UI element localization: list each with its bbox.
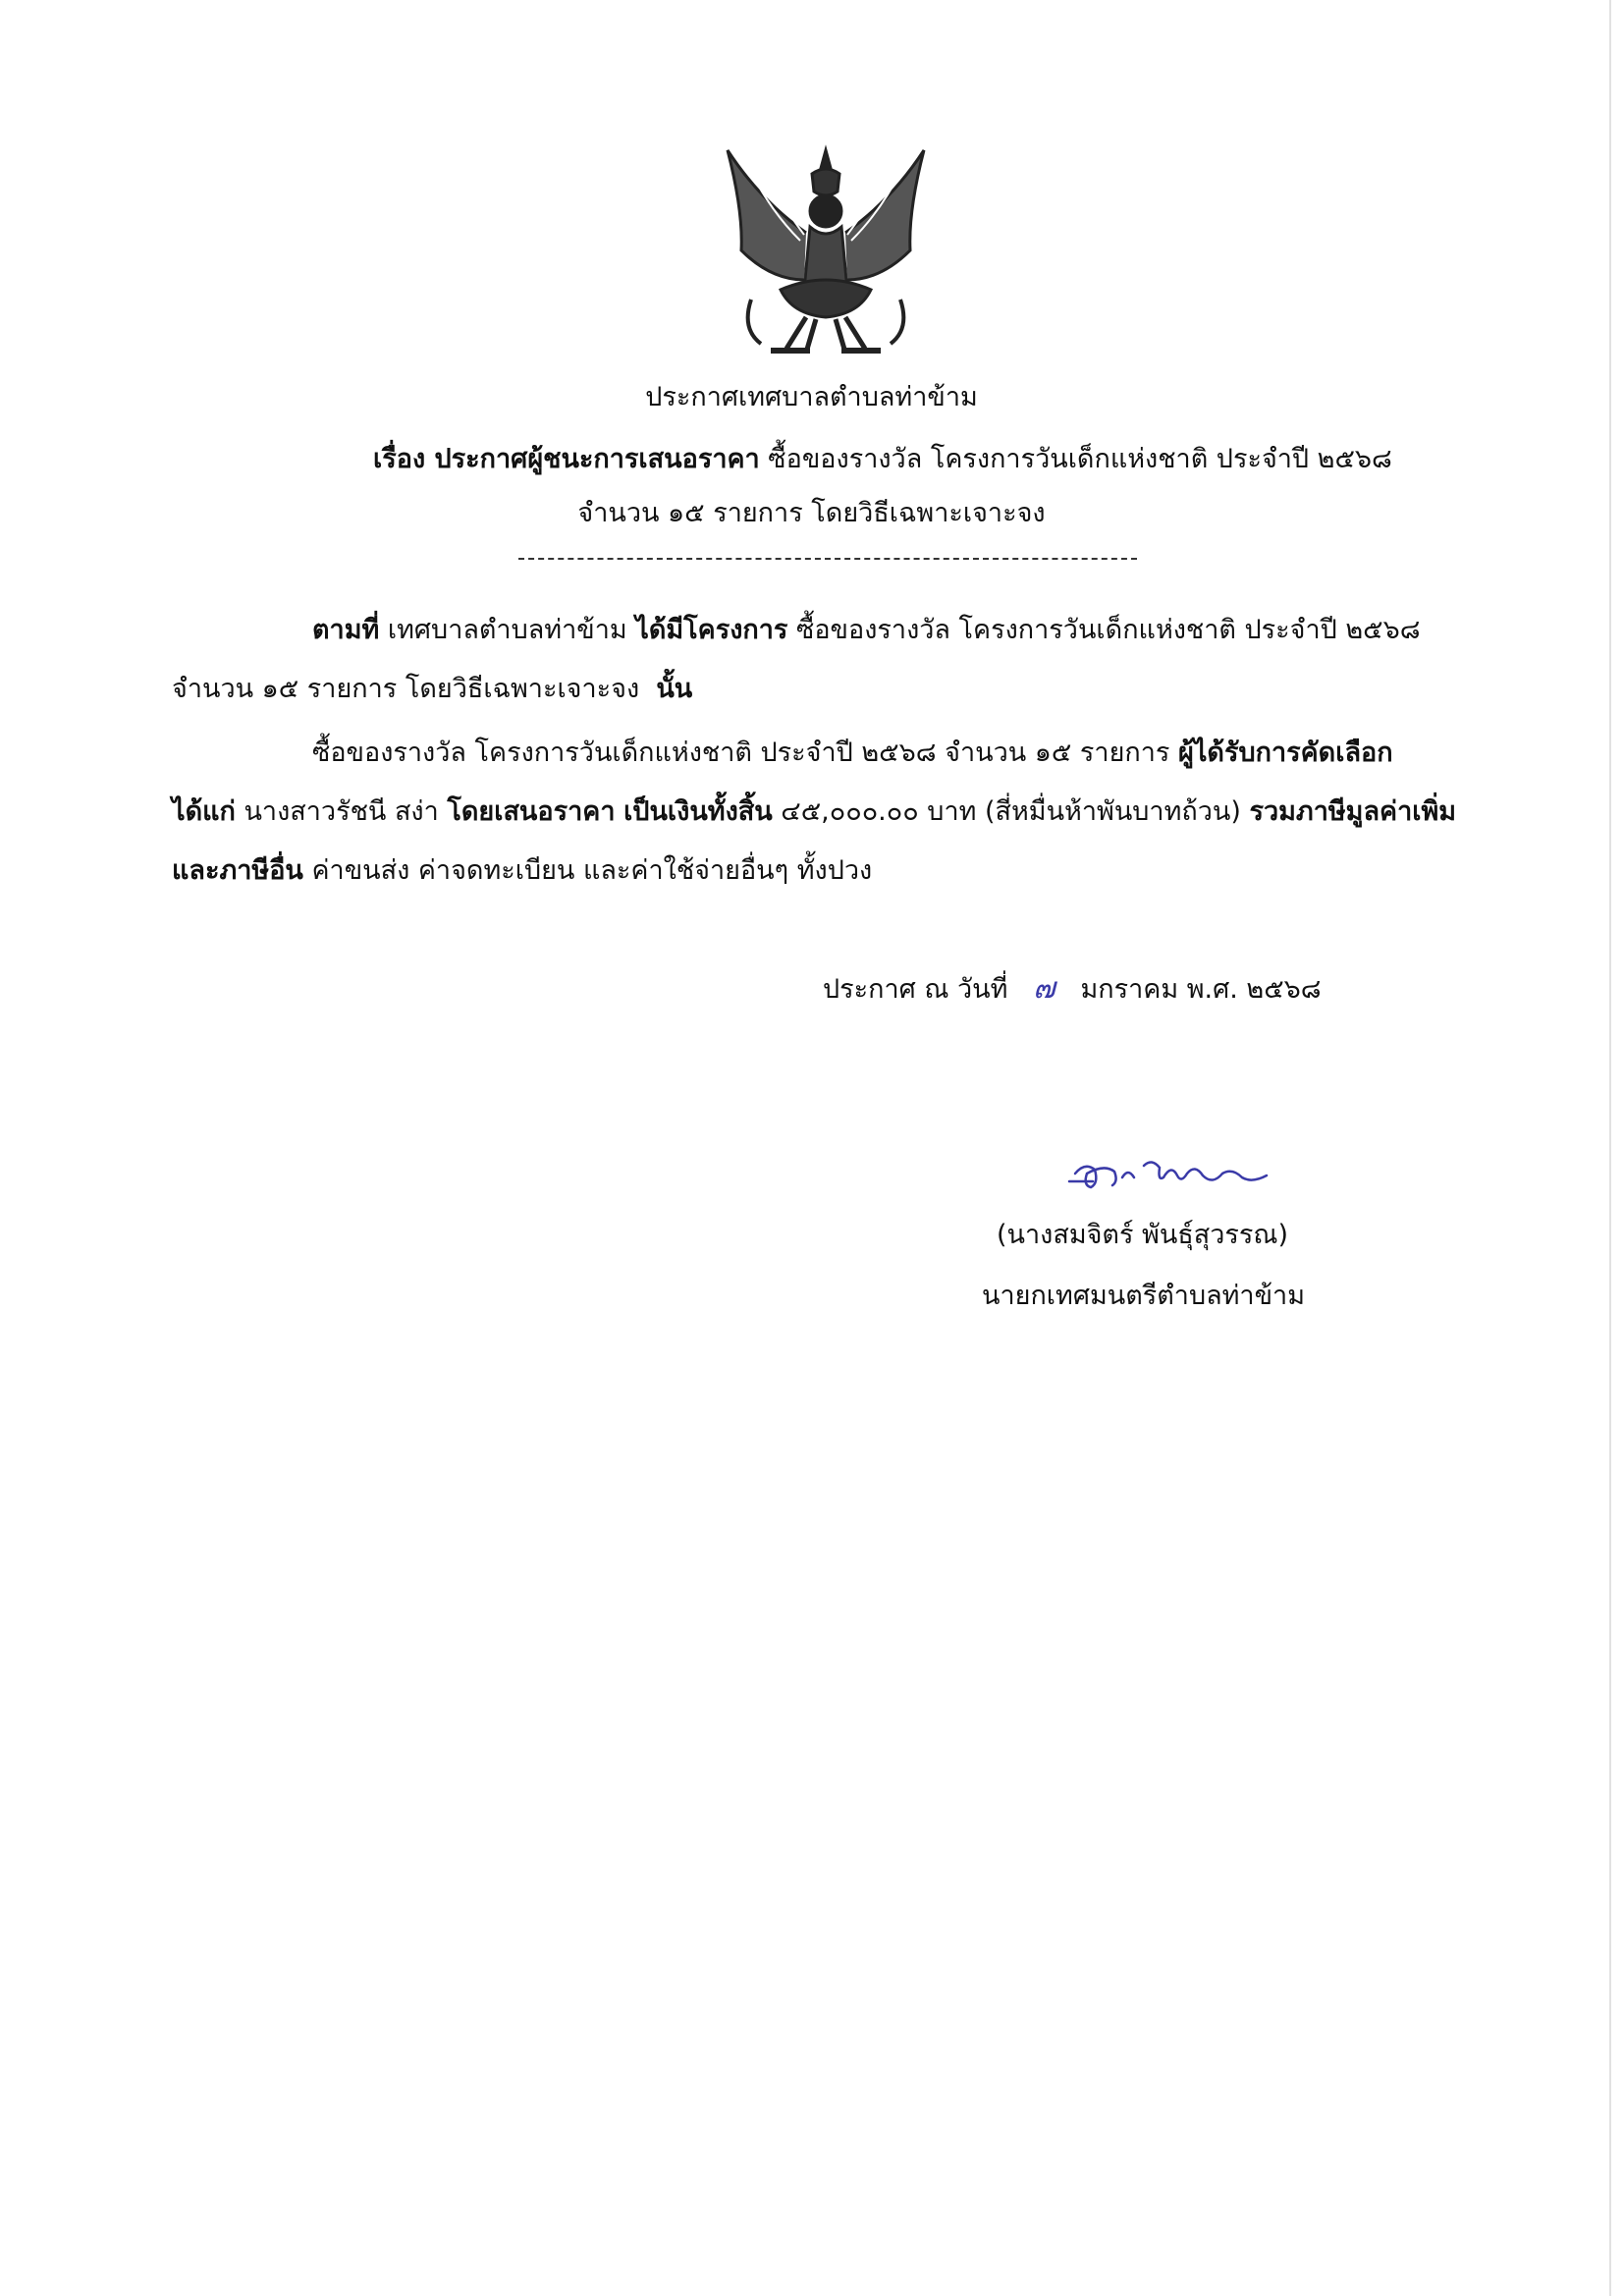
page-edge-line	[1609, 0, 1611, 2296]
org-title: ประกาศเทศบาลตำบลท่าข้าม	[645, 382, 978, 412]
separator-line	[518, 558, 1137, 560]
p1-line2: จำนวน ๑๕ รายการ โดยวิธีเฉพาะเจาะจง	[172, 674, 640, 704]
subject-line-2: จำนวน ๑๕ รายการ โดยวิธีเฉพาะเจาะจง	[577, 498, 1046, 528]
paragraph-2-line-3	[172, 851, 872, 891]
subject-label: เรื่อง ประกาศผู้ชนะการเสนอราคา	[373, 444, 760, 474]
p2-tax: รวมภาษีมูลค่าเพิ่ม	[1249, 796, 1457, 827]
subject-text: ซื้อของรางวัล โครงการวันเด็กแห่งชาติ ประจำปี ๒๕๖๘	[768, 444, 1392, 474]
signatory-name: (นางสมจิตร์ พันธุ์สุวรรณ)	[997, 1220, 1289, 1250]
p2-total-label: เป็นเงินทั้งสิ้น	[623, 796, 773, 827]
paragraph-1-line-1	[312, 611, 1421, 650]
date-day: ๗	[1033, 971, 1055, 1006]
p1-project: ซื้อของรางวัล โครงการวันเด็กแห่งชาติ ประจำปี ๒๕๖๘	[796, 615, 1421, 645]
signatory-position: นายกเทศมนตรีตำบลท่าข้าม	[982, 1281, 1305, 1311]
date-label: ประกาศ ณ วันที่	[823, 974, 1008, 1005]
p1-project-label: ได้มีโครงการ	[635, 615, 788, 645]
paragraph-1-line-2	[172, 670, 692, 709]
p2-item: ซื้อของรางวัล โครงการวันเด็กแห่งชาติ ประจำปี ๒๕๖๘ จำนวน ๑๕ รายการ	[312, 738, 1170, 768]
p1-end: นั้น	[656, 674, 693, 704]
p1-org: เทศบาลตำบลท่าข้าม	[387, 615, 627, 645]
p2-winner-label: ได้แก่	[172, 796, 236, 827]
p2-winner: นางสาวรัชนี สง่า	[243, 796, 439, 827]
paragraph-2-line-2	[172, 793, 1456, 832]
paragraph-2-line-1	[312, 734, 1393, 773]
announcement-date	[823, 969, 1322, 1010]
subject-line	[373, 440, 1392, 479]
p2-amount: ๔๕,๐๐๐.๐๐ บาท (สี่หมื่นห้าพันบาทถ้วน)	[781, 796, 1241, 827]
p2-line3-rest: ค่าขนส่ง ค่าจดทะเบียน และค่าใช้จ่ายอื่นๆ ทั้งปวง	[311, 855, 873, 886]
date-month-year: มกราคม พ.ศ. ๒๕๖๘	[1080, 974, 1322, 1005]
p2-line3-bold: และภาษีอื่น	[172, 855, 303, 886]
p2-selected-label: ผู้ได้รับการคัดเลือก	[1178, 738, 1393, 768]
p1-lead: ตามที่	[312, 615, 380, 645]
p2-offer-label: โดยเสนอราคา	[447, 796, 616, 827]
signature-icon	[1065, 1144, 1276, 1203]
garuda-emblem-icon	[722, 142, 930, 363]
